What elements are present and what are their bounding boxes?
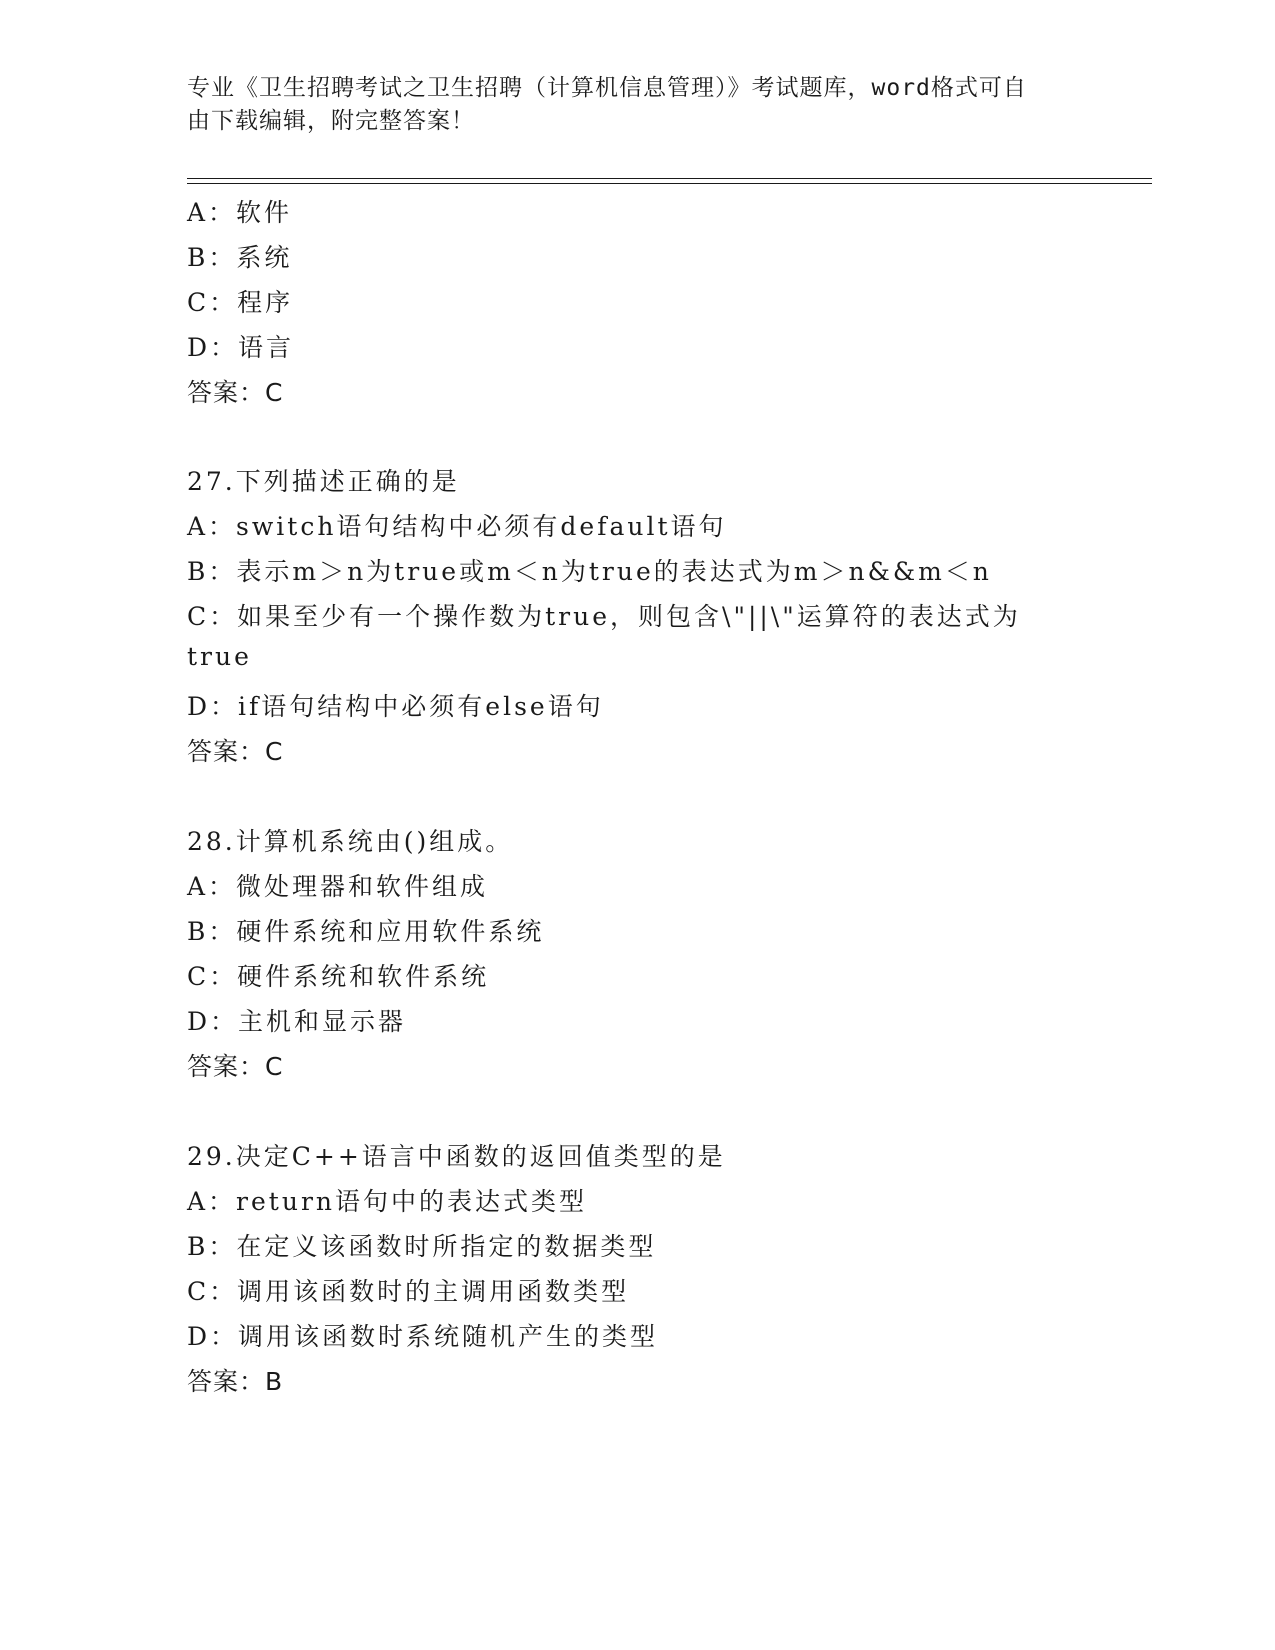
q26-option-b: B：系统: [187, 243, 293, 272]
q27-option-a: A：switch语句结构中必须有default语句: [187, 512, 727, 541]
q29-answer: 答案：B: [187, 1367, 284, 1396]
q29-question: 29.决定C++语言中函数的返回值类型的是: [187, 1142, 726, 1171]
header-line-2: 由下载编辑，附完整答案！: [187, 108, 475, 134]
q27-option-c-line-2: true: [187, 642, 252, 671]
q27-option-b: B：表示m＞n为true或m＜n为true的表达式为m＞n&&m＜n: [187, 557, 992, 586]
header-divider-top: [187, 178, 1152, 179]
header-line-1: 专业《卫生招聘考试之卫生招聘（计算机信息管理）》考试题库，word格式可自: [187, 75, 1027, 101]
q27-question: 27.下列描述正确的是: [187, 467, 460, 496]
q28-question: 28.计算机系统由()组成。: [187, 827, 514, 856]
q27-option-d: D：if语句结构中必须有else语句: [187, 692, 604, 721]
q26-option-a: A：软件: [187, 198, 293, 227]
q26-answer: 答案：C: [187, 378, 284, 407]
header-divider-bottom: [187, 183, 1152, 184]
q29-option-c: C：调用该函数时的主调用函数类型: [187, 1277, 630, 1306]
q27-option-c-line-1: C：如果至少有一个操作数为true，则包含\"||\"运算符的表达式为: [187, 602, 1021, 631]
q27-answer: 答案：C: [187, 737, 284, 766]
q28-option-a: A：微处理器和软件组成: [187, 872, 489, 901]
q29-option-b: B：在定义该函数时所指定的数据类型: [187, 1232, 657, 1261]
q28-option-b: B：硬件系统和应用软件系统: [187, 917, 545, 946]
document-header: [187, 72, 1087, 138]
q26-option-c: C：程序: [187, 288, 294, 317]
q28-option-d: D：主机和显示器: [187, 1007, 407, 1036]
q28-option-c: C：硬件系统和软件系统: [187, 962, 490, 991]
q29-option-d: D：调用该函数时系统随机产生的类型: [187, 1322, 659, 1351]
q29-option-a: A：return语句中的表达式类型: [187, 1187, 587, 1216]
q28-answer: 答案：C: [187, 1052, 284, 1081]
q26-option-d: D：语言: [187, 333, 295, 362]
